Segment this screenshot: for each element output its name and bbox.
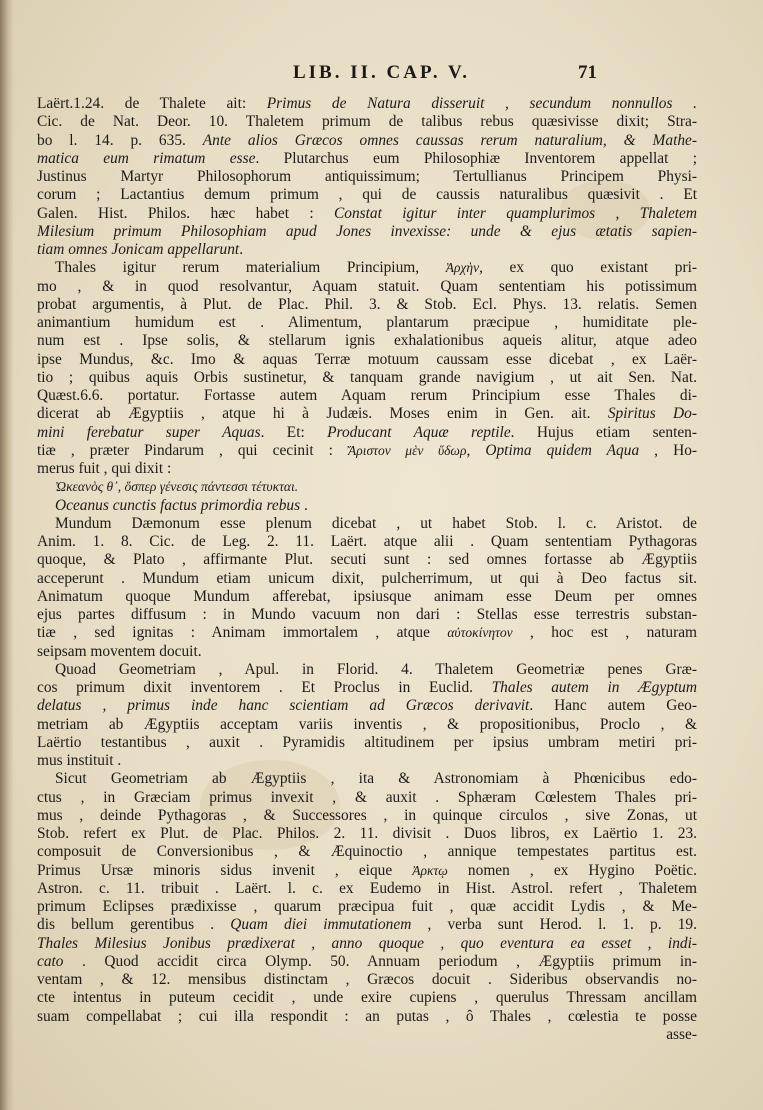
text-line: [37, 606, 697, 624]
text-line: [37, 515, 697, 533]
roman-text: ventam , & 12. mensibus distinctam , Græcos docuit . Sideribus observandis no-: [37, 971, 697, 988]
roman-text: Justinus Martyr Philosophorum antiquissimum; Tertullianus Principem Physi-: [37, 168, 697, 185]
running-head: LIB. II. CAP. V.: [292, 62, 470, 83]
text-line: [37, 770, 697, 788]
italic-text: Thales Milesius Jonibus prædixerat , anno quoque , quo eventura ea esset , indi-: [37, 934, 697, 952]
roman-text: metriam ab Ægyptiis acceptam variis inventis , & propositionibus, Proclo , &: [37, 715, 697, 733]
roman-text: , ex quo existant pri-: [479, 259, 697, 277]
text-line: [37, 132, 697, 150]
greek-text: Ἀρκτῳ: [412, 862, 448, 878]
text-line: [37, 935, 697, 953]
text-line: [37, 789, 697, 807]
roman-text: Sicut Geometriam ab Ægyptiis , ita & Astronomiam à Phœnicibus edo-: [55, 770, 697, 788]
text-line: [37, 1026, 697, 1044]
roman-text: Astron. c. 11. tribuit . Laërt. l. c. ex Eudemo in Hist. Astrol. refert , Thaletem: [37, 879, 697, 897]
roman-text: primum Eclipses prædixisse , quarum præcipua fuit , quæ accidit Lydis , & Me-: [37, 898, 697, 915]
text-line: [37, 679, 697, 697]
text-line: [37, 716, 697, 734]
italic-text: Optima quidem Aqua: [485, 441, 640, 459]
roman-text: bo l. 14. p. 635.: [37, 131, 203, 149]
text-line: [37, 643, 697, 661]
roman-text: num est . Ipse solis, & stellarum ignis exhalationibus aqueis alitur, atque adeo: [37, 332, 697, 350]
roman-text: , verba sunt Herod. l. 1. p. 19.: [411, 916, 697, 934]
roman-text: composuit de Conversionibus , & Æquinoctio , annique tempestates partitus est.: [37, 843, 697, 861]
greek-text: Ἄριστον μὲν ὕδωρ: [348, 442, 467, 458]
roman-text: ejus partes diffusum : in Mundo vacuum non dari : Stellas esse terrestris substan-: [37, 606, 697, 623]
text-line: [37, 570, 697, 588]
text-line: [37, 424, 697, 442]
italic-text: Oceanus cunctis factus primordia rebus: [55, 496, 301, 514]
italic-text: matica eum rimatum esse: [37, 149, 256, 167]
roman-text: animantium humidum est . Alimentum, plantarum præcipue , humiditate ple-: [37, 314, 697, 331]
italic-text: Constat igitur inter quamplurimos , Thaletem: [333, 204, 697, 222]
roman-text: dis bellum gerentibus .: [37, 916, 231, 934]
roman-text: mus , deinde Pythagoras , & Successores , in quinque circulos , sive Zonas, ut: [37, 806, 697, 824]
text-line: [37, 551, 697, 569]
roman-text: cos primum dixit inventorem . Et Proclus in Euclid.: [37, 679, 492, 696]
roman-text: dicerat ab Ægyptiis , atque hi à Judæis. Moses enim in Gen. ait.: [37, 405, 608, 423]
text-line: [37, 186, 697, 204]
text-line: [37, 351, 697, 369]
greek-text: Ὠκεανὸς θ᾽, ὅσπερ γένεσις πάντεσσι τέτυκται.: [55, 479, 299, 495]
roman-text: ctus , in Græciam primus invexit , & auxit . Sphæram Cœlestem Thales pri-: [37, 788, 697, 806]
body-text: [37, 95, 697, 1044]
text-line: [37, 278, 697, 296]
roman-text: suam compellabat ; cui illa respondit : an putas , ô Thales , cœlestia te posse: [37, 1007, 697, 1025]
roman-text: Quoad Geometriam , Apul. in Florid. 4. Thaletem Geometriæ penes Græ-: [55, 660, 697, 678]
text-line: [37, 807, 697, 825]
text-line: [37, 168, 697, 186]
roman-text: cte intentus in puteum cecidit , unde exire cupiens , querulus Thressam ancillam: [37, 989, 697, 1007]
text-line: [37, 1008, 697, 1026]
italic-text: Quam diei immutationem: [230, 916, 412, 934]
page-number: 71: [578, 62, 597, 83]
text-line: [37, 588, 697, 606]
roman-text: mus instituit .: [37, 752, 122, 769]
roman-text: . Quod accidit circa Olymp. 50. Annuam periodum , Ægyptiis primum in-: [63, 952, 697, 970]
roman-text: probat argumentis, à Plut. de Plac. Phil. 3. & Stob. Ecl. Phys. 13. relatis. Semen: [37, 295, 697, 313]
italic-text: Producant Aquæ reptile: [327, 423, 511, 441]
roman-text: , hoc est , naturam: [512, 624, 697, 642]
text-line: [37, 989, 697, 1007]
text-line: [37, 223, 697, 241]
text-line: [37, 734, 697, 752]
italic-text: Ante alios Græcos omnes caussas rerum naturalium, & Mathe-: [202, 131, 698, 149]
roman-text: Galen. Hist. Philos. hæc habet :: [37, 204, 334, 222]
page-header: [0, 62, 763, 86]
text-line: [37, 478, 697, 496]
roman-text: seipsam moventem docuit.: [37, 642, 202, 660]
binding-gutter: [0, 0, 14, 1110]
text-line: [37, 460, 697, 478]
roman-text: Thales igitur rerum materialium Principium,: [55, 259, 446, 277]
italic-text: Primus de Natura disseruit , secundum nonnullos .: [266, 95, 697, 112]
text-line: [37, 862, 697, 880]
italic-text: Spiritus Do-: [607, 405, 697, 423]
roman-text: mo , & in quod resolvantur, Aquam statuit. Quam sententiam his potissimum: [37, 277, 697, 295]
text-line: [37, 113, 697, 131]
text-line: [37, 971, 697, 989]
text-line: [37, 624, 697, 642]
roman-text: Stob. refert ex Plut. de Plac. Philos. 2. 11. divisit . Duos libros, ex Laërtio 1. 23.: [37, 825, 697, 842]
text-line: [37, 843, 697, 861]
roman-text: Quæst.6.6. portatur. Fortasse autem Aquam rerum Principium esse Thales di-: [37, 387, 697, 404]
text-line: [37, 205, 697, 223]
roman-text: corum ; Lactantius demum primum , qui de caussis naturalibus quæsivit . Et: [37, 186, 697, 204]
roman-text: Mundum Dæmonum esse plenum dicebat , ut habet Stob. l. c. Aristot. de: [55, 514, 697, 532]
text-line: [37, 296, 697, 314]
italic-text: Thales autem in Ægyptum: [491, 679, 697, 696]
roman-text: ,: [466, 441, 486, 459]
text-line: [37, 752, 697, 770]
text-line: [37, 259, 697, 277]
roman-text: . Hanc autem Geo-: [529, 697, 697, 715]
text-line: [37, 825, 697, 843]
roman-text: tiæ , præter Pindarum , qui cecinit :: [37, 441, 349, 459]
roman-text: merus fuit , qui dixit :: [37, 460, 172, 477]
text-line: [37, 953, 697, 971]
text-line: [37, 95, 697, 113]
roman-text: Laërt.1.24. de Thalete ait:: [37, 95, 267, 112]
text-line: [37, 241, 697, 259]
italic-text: Milesium primum Philosophiam apud Jones invexisse: unde & ejus ætatis sapien-: [37, 222, 697, 240]
text-line: [37, 916, 697, 934]
text-line: [37, 497, 697, 515]
roman-text: acceperunt . Mundum etiam unicum dixit, pulcherrimum, ut qui à Deo factus sit.: [37, 569, 697, 587]
text-line: [37, 369, 697, 387]
roman-text: Anim. 1. 8. Cic. de Leg. 2. 11. Laërt. atque alii . Quam sententiam Pythagoras: [37, 533, 697, 550]
roman-text: Cic. de Nat. Deor. 10. Thaletem primum de talibus rebus quæsivisse dixit; Stra-: [37, 113, 697, 131]
roman-text: Primus Ursæ minoris sidus invenit , eique: [37, 861, 413, 879]
roman-text: . Hujus etiam senten-: [510, 423, 698, 441]
text-line: [37, 314, 697, 332]
italic-text: tiam omnes Jonicam appellarunt: [37, 241, 240, 258]
roman-text: asse-: [666, 1025, 697, 1043]
greek-text: Ἀρχὴν: [445, 260, 480, 276]
text-line: [37, 387, 697, 405]
roman-text: Animatum quoque Mundum afferebat, ipsiusque animam esse Deum per omnes: [37, 587, 697, 605]
roman-text: quoque, & Plato , affirmante Plut. secuti sunt : sed omnes fortasse ab Ægyptiis: [37, 551, 697, 569]
text-line: [37, 150, 697, 168]
roman-text: , Ho-: [639, 441, 698, 459]
roman-text: tiæ , sed ignitas : Animam immortalem , atque: [37, 624, 448, 642]
italic-text: cato: [37, 952, 64, 970]
italic-text: delatus , primus inde hanc scientiam ad Græcos derivavit: [37, 697, 530, 715]
roman-text: ipse Mundus, &c. Imo & aquas Terræ motuum caussam esse dicebat , ex Laër-: [37, 350, 697, 368]
roman-text: nomen , ex Hygino Poëtic.: [447, 861, 697, 879]
text-line: [37, 405, 697, 423]
roman-text: tio ; quibus aquis Orbis sustinetur, & tanquam grande navigium , ut ait Sen. Nat.: [37, 368, 697, 386]
text-line: [37, 697, 697, 715]
text-line: [37, 533, 697, 551]
text-line: [37, 880, 697, 898]
roman-text: .: [300, 496, 308, 514]
roman-text: Laërtio testantibus , auxit . Pyramidis altitudinem per ipsius umbram metiri pri-: [37, 733, 697, 751]
text-line: [37, 661, 697, 679]
roman-text: . Et:: [260, 423, 328, 441]
text-line: [37, 332, 697, 350]
roman-text: .: [239, 241, 244, 258]
roman-text: . Plutarchus eum Philosophiæ Inventorem appellat ;: [255, 149, 697, 167]
italic-text: mini ferebatur super Aquas: [37, 423, 261, 441]
text-line: [37, 442, 697, 460]
greek-text: αὐτοκίνητον: [447, 625, 513, 641]
text-line: [37, 898, 697, 916]
